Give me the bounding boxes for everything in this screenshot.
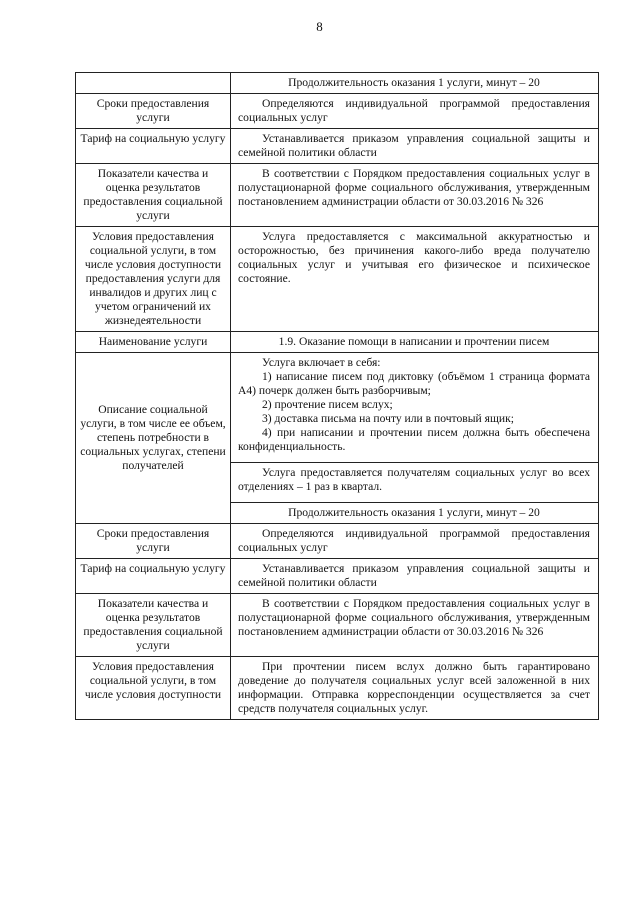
- table-row: [76, 524, 599, 559]
- table-row: [76, 227, 599, 332]
- row-value: При прочтении писем вслух должно быть гарантировано доведение до получателя социальных услуг всей заложенной в них информации. Отправка корреспонденции осуществляется за счет средств получателя социальных услуг.: [231, 657, 599, 720]
- row-value: Услуга предоставляется с максимальной аккуратностью и осторожностью, без причинения какого-либо вреда получателю социальных услуг и учитывая его физическое и психическое состояние.: [231, 227, 599, 332]
- service-name: 1.9. Оказание помощи в написании и прочтении писем: [231, 332, 599, 353]
- table-row: [76, 129, 599, 164]
- description-intro: Услуга включает в себя:: [262, 356, 381, 369]
- row-label: Сроки предоставления услуги: [76, 94, 231, 129]
- row-label: Показатели качества и оценка результатов предоставления социальной услуги: [76, 164, 231, 227]
- services-table: [75, 72, 599, 720]
- table-row: [76, 657, 599, 720]
- left-cell: [76, 73, 231, 94]
- row-label: Описание социальной услуги, в том числе ее объем, степень потребности в социальных услугах, степени получателей: [76, 353, 231, 524]
- table-row: [76, 73, 599, 94]
- row-value: Устанавливается приказом управления социальной защиты и семейной политики области: [231, 559, 599, 594]
- row-label: Тариф на социальную услугу: [76, 129, 231, 164]
- table-row: [76, 332, 599, 353]
- frequency-text: Услуга предоставляется получателям социальных услуг во всех отделениях – 1 раз в квартал.: [231, 463, 599, 503]
- row-value: В соответствии с Порядком предоставления социальных услуг в полустационарной форме социального обслуживания, утвержденным постановлением администрации области от 30.03.2016 № 326: [231, 164, 599, 227]
- row-label: Тариф на социальную услугу: [76, 559, 231, 594]
- table-row: [76, 594, 599, 657]
- table-row: [76, 164, 599, 227]
- description-item: 1) написание писем под диктовку (объёмом 1 страница формата А4) почерк должен быть разборчивым;: [238, 370, 590, 397]
- row-value: Устанавливается приказом управления социальной защиты и семейной политики области: [231, 129, 599, 164]
- table-row: [76, 559, 599, 594]
- service-description: [231, 353, 599, 463]
- row-label: Показатели качества и оценка результатов предоставления социальной услуги: [76, 594, 231, 657]
- table-row: [76, 94, 599, 129]
- duration-text: Продолжительность оказания 1 услуги, минут – 20: [231, 73, 599, 94]
- row-value: Определяются индивидуальной программой предоставления социальных услуг: [231, 94, 599, 129]
- description-item: 2) прочтение писем вслух;: [262, 398, 393, 411]
- row-label: Наименование услуги: [76, 332, 231, 353]
- table-row: [76, 353, 599, 463]
- row-label: Условия предоставления социальной услуги, в том числе условия доступности предоставления услуги для инвалидов и других лиц с учетом ограничений их жизнедеятельности: [76, 227, 231, 332]
- page-number: 8: [316, 19, 323, 34]
- row-label: Сроки предоставления услуги: [76, 524, 231, 559]
- duration-text: Продолжительность оказания 1 услуги, минут – 20: [231, 503, 599, 524]
- row-label: Условия предоставления социальной услуги, в том числе условия доступности: [76, 657, 231, 720]
- description-item: 3) доставка письма на почту или в почтовый ящик;: [262, 412, 514, 425]
- row-value: В соответствии с Порядком предоставления социальных услуг в полустационарной форме социального обслуживания, утвержденным постановлением администрации области от 30.03.2016 № 326: [231, 594, 599, 657]
- description-item: 4) при написании и прочтении писем должна быть обеспечена конфиденциальность.: [238, 426, 590, 453]
- row-value: Определяются индивидуальной программой предоставления социальных услуг: [231, 524, 599, 559]
